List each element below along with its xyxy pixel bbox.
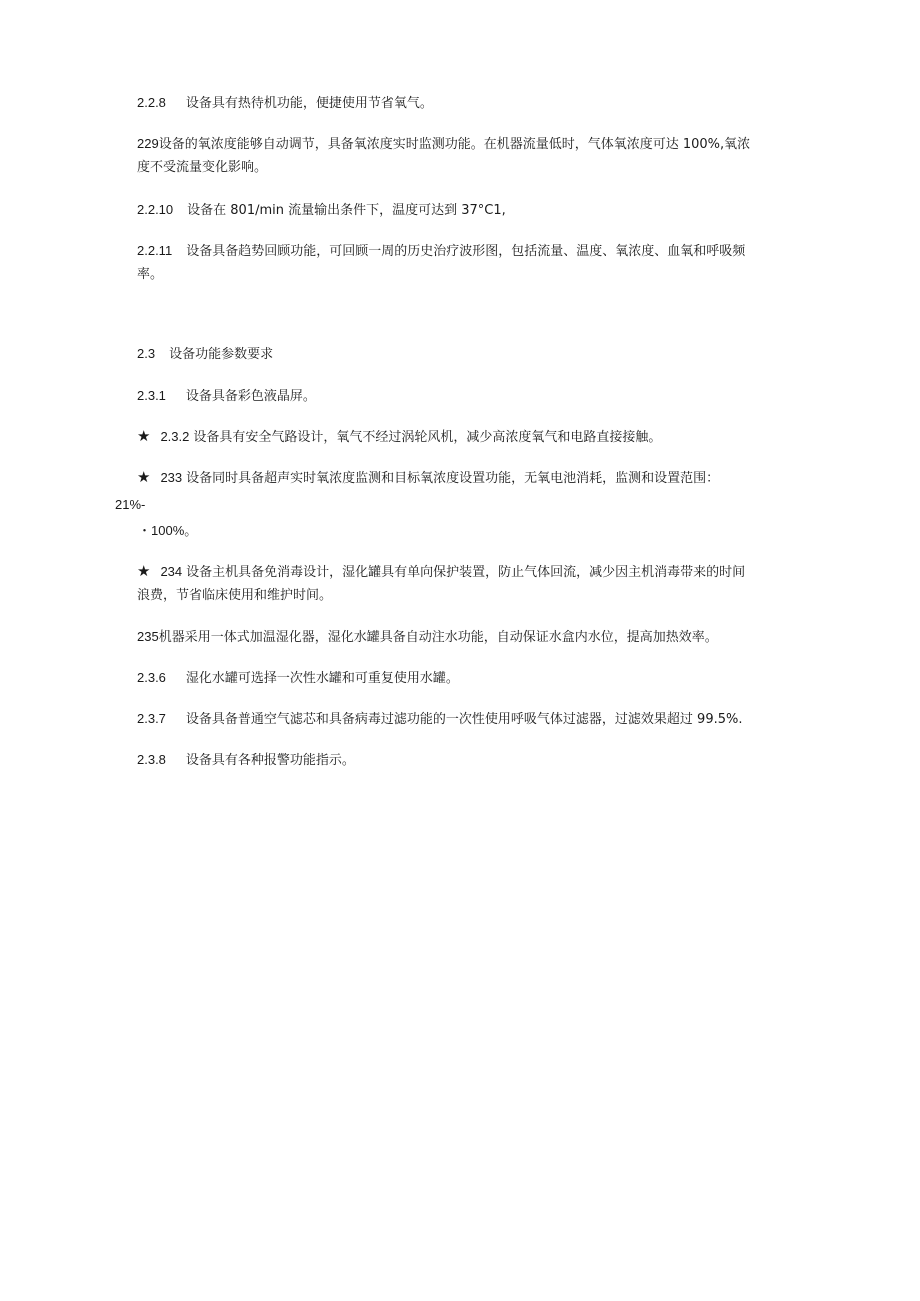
clause-number: 2.3.2 — [160, 429, 190, 444]
para-2-3-2 — [137, 428, 661, 446]
clause-text: 设备同时具备超声实时氧浓度监测和目标氧浓度设置功能，无氧电池消耗，监测和设置范围： — [186, 471, 720, 486]
clause-text: 设备具有安全气路设计，氧气不经过涡轮风机，减少高浓度氧气和电路直接接触。 — [193, 430, 662, 445]
para-2-2-9-line1 — [137, 136, 750, 153]
section-number: 2.3 — [137, 346, 156, 361]
star-icon: ★ — [137, 468, 151, 486]
para-2-2-11-line1 — [137, 243, 745, 260]
section-title: 设备功能参数要求 — [169, 347, 274, 362]
clause-text: 设备具有热待机功能，便捷使用节省氧气。 — [185, 96, 433, 111]
clause-number: 235 — [137, 629, 159, 644]
para-2-3-8 — [137, 752, 355, 769]
clause-number: 234 — [160, 564, 183, 579]
clause-text: 设备主机具备免消毒设计，湿化罐具有单向保护装置，防止气体回流，减少因主机消毒带来的时间 — [186, 565, 746, 580]
clause-text: 设备具备普通空气滤芯和具备病毒过滤功能的一次性使用呼吸气体过滤器，过滤效果超过 99.5%. — [185, 712, 743, 727]
clause-number: 2.2.8 — [137, 95, 166, 110]
clause-number: 2.2.10 — [137, 202, 174, 217]
clause-number: 2.2.11 — [137, 243, 173, 258]
para-2-3-5 — [137, 629, 718, 646]
para-2-3-3-range-end — [138, 523, 197, 540]
para-2-2-8 — [137, 95, 433, 112]
clause-text: 设备具有各种报警功能指示。 — [185, 753, 355, 768]
clause-number: 2.3.7 — [137, 711, 166, 726]
star-icon: ★ — [137, 562, 151, 580]
clause-text: 设备的氧浓度能够自动调节，具备氧浓度实时监测功能。在机器流量低时，气体氧浓度可达 100%,氧浓 — [158, 137, 751, 152]
clause-text-continuation: 浪费，节省临床使用和维护时间。 — [137, 588, 333, 603]
clause-text: 湿化水罐可选择一次性水罐和可重复使用水罐。 — [185, 671, 459, 686]
para-2-3-3-range-start — [115, 497, 145, 514]
clause-number: 2.3.6 — [137, 670, 166, 685]
para-2-3-7 — [137, 711, 743, 728]
para-2-2-9-line2 — [137, 160, 267, 176]
clause-number: 233 — [160, 470, 183, 485]
star-icon: ★ — [137, 427, 151, 445]
para-2-2-11-line2 — [137, 267, 163, 283]
para-2-3-4-line1 — [137, 563, 745, 581]
clause-number: 2.3.1 — [137, 388, 166, 403]
clause-text-continuation: 率。 — [137, 267, 164, 282]
clause-text: 设备具备趋势回顾功能，可回顾一周的历史治疗波形图，包括流量、温度、氧浓度、血氧和呼吸频 — [186, 244, 746, 259]
clause-text: 设备在 801∕min 流量输出条件下，温度可达到 37°C1, — [187, 203, 506, 218]
para-2-2-10 — [137, 202, 506, 219]
clause-text-continuation: 度不受流量变化影响。 — [137, 160, 268, 175]
para-2-3-3 — [137, 469, 719, 487]
range-end: ・100%。 — [138, 523, 198, 538]
para-2-3-1 — [137, 388, 316, 405]
clause-number: 2.3.8 — [137, 752, 166, 767]
clause-number: 229 — [137, 136, 159, 151]
clause-text: 设备具备彩色液晶屏。 — [185, 389, 316, 404]
para-2-3-6 — [137, 670, 459, 687]
section-heading-2-3 — [137, 346, 273, 363]
para-2-3-4-line2 — [137, 588, 332, 604]
range-start: 21%- — [115, 497, 146, 512]
clause-text: 机器采用一体式加温湿化器，湿化水罐具备自动注水功能，自动保证水盒内水位，提高加热效率。 — [158, 630, 718, 645]
